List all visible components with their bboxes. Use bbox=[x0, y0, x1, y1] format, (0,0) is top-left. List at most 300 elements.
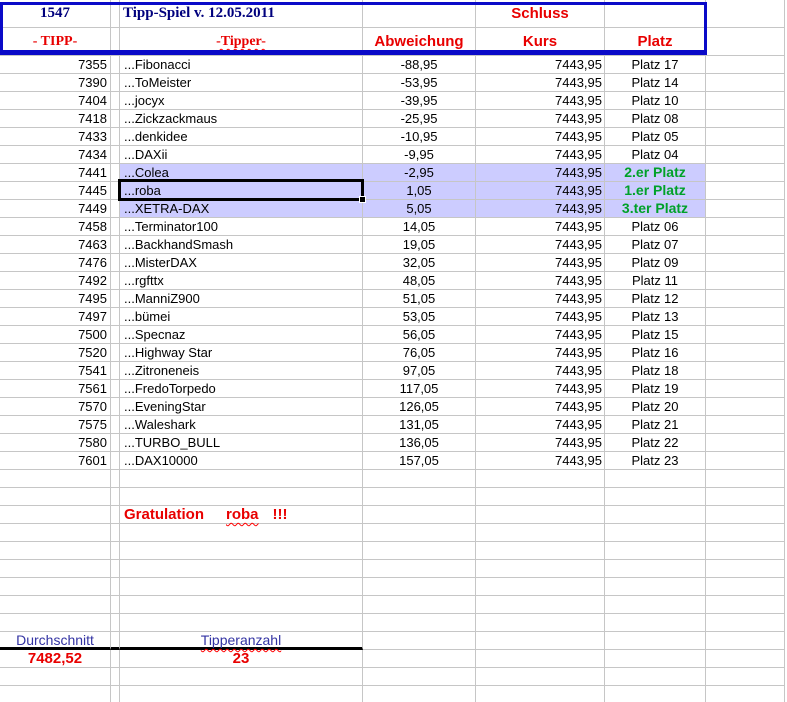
kurs-column-header[interactable]: Kurs bbox=[476, 28, 605, 56]
table-row bbox=[0, 110, 787, 128]
abweichung-cell[interactable]: -10,95 bbox=[363, 128, 476, 146]
empty-cell[interactable] bbox=[706, 560, 785, 578]
spacer-cell[interactable] bbox=[111, 632, 120, 650]
empty-cell[interactable] bbox=[363, 560, 476, 578]
empty-cell[interactable] bbox=[111, 614, 120, 632]
empty-cell[interactable] bbox=[706, 92, 785, 110]
empty-cell[interactable] bbox=[605, 686, 706, 702]
tipper-cell[interactable]: ...Fibonacci bbox=[120, 56, 363, 74]
abweichung-cell[interactable]: 117,05 bbox=[363, 380, 476, 398]
platz-cell[interactable]: Platz 18 bbox=[605, 362, 706, 380]
spacer-cell[interactable] bbox=[111, 74, 120, 92]
empty-row bbox=[0, 470, 787, 488]
game-id-cell[interactable]: 1547 bbox=[0, 0, 111, 28]
tipper-cell[interactable]: ...Specnaz bbox=[120, 326, 363, 344]
tipp-cell[interactable]: 7463 bbox=[0, 236, 111, 254]
empty-cell[interactable] bbox=[706, 524, 785, 542]
empty-cell[interactable] bbox=[706, 290, 785, 308]
empty-cell[interactable] bbox=[111, 596, 120, 614]
abweichung-cell[interactable]: -53,95 bbox=[363, 74, 476, 92]
tipper-cell[interactable]: ...Zickzackmaus bbox=[120, 110, 363, 128]
abweichung-cell[interactable]: 5,05 bbox=[363, 200, 476, 218]
tipp-cell[interactable]: 7492 bbox=[0, 272, 111, 290]
kurs-cell[interactable]: 7443,95 bbox=[476, 326, 605, 344]
tipperanzahl-label: Tipperanzahl bbox=[200, 632, 282, 648]
empty-cell[interactable] bbox=[605, 614, 706, 632]
empty-cell[interactable] bbox=[363, 470, 476, 488]
empty-cell[interactable] bbox=[363, 668, 476, 686]
spacer-cell[interactable] bbox=[111, 650, 120, 668]
empty-row bbox=[0, 668, 787, 686]
tipper-cell[interactable]: ...Highway Star bbox=[120, 344, 363, 362]
kurs-cell[interactable]: 7443,95 bbox=[476, 182, 605, 200]
empty-cell[interactable] bbox=[476, 488, 605, 506]
empty-cell[interactable] bbox=[476, 686, 605, 702]
empty-cell[interactable] bbox=[120, 596, 363, 614]
empty-cell[interactable] bbox=[706, 416, 785, 434]
table-row bbox=[0, 434, 787, 452]
kurs-cell[interactable]: 7443,95 bbox=[476, 200, 605, 218]
kurs-cell[interactable]: 7443,95 bbox=[476, 218, 605, 236]
kurs-cell[interactable]: 7443,95 bbox=[476, 236, 605, 254]
empty-cell[interactable] bbox=[0, 668, 111, 686]
abweichung-cell[interactable]: 97,05 bbox=[363, 362, 476, 380]
kurs-cell[interactable]: 7443,95 bbox=[476, 308, 605, 326]
abweichung-cell[interactable]: -9,95 bbox=[363, 146, 476, 164]
abweichung-cell[interactable]: 48,05 bbox=[363, 272, 476, 290]
platz-cell[interactable]: Platz 09 bbox=[605, 254, 706, 272]
empty-cell[interactable] bbox=[706, 218, 785, 236]
tipp-cell[interactable]: 7561 bbox=[0, 380, 111, 398]
platz-cell[interactable]: 2.er Platz bbox=[605, 164, 706, 182]
kurs-cell[interactable]: 7443,95 bbox=[476, 74, 605, 92]
tipp-cell[interactable]: 7390 bbox=[0, 74, 111, 92]
empty-cell[interactable] bbox=[605, 650, 706, 668]
tipp-cell[interactable]: 7580 bbox=[0, 434, 111, 452]
tipp-cell[interactable]: 7433 bbox=[0, 128, 111, 146]
platz-cell[interactable]: Platz 16 bbox=[605, 344, 706, 362]
gratulation-text bbox=[124, 506, 288, 523]
empty-row bbox=[0, 560, 787, 578]
kurs-cell[interactable]: 7443,95 bbox=[476, 290, 605, 308]
spacer-cell[interactable] bbox=[111, 200, 120, 218]
empty-cell[interactable] bbox=[111, 542, 120, 560]
spacer-cell[interactable] bbox=[111, 326, 120, 344]
abweichung-cell[interactable]: -2,95 bbox=[363, 164, 476, 182]
empty-cell[interactable] bbox=[0, 524, 111, 542]
empty-cell[interactable] bbox=[706, 164, 785, 182]
spacer-cell[interactable] bbox=[111, 362, 120, 380]
empty-row bbox=[0, 524, 787, 542]
spacer-cell[interactable] bbox=[111, 272, 120, 290]
tipper-cell[interactable]: ...EveningStar bbox=[120, 398, 363, 416]
header-row-2 bbox=[0, 28, 787, 56]
tipper-cell[interactable]: ...FredoTorpedo bbox=[120, 380, 363, 398]
empty-cell[interactable] bbox=[363, 578, 476, 596]
abweichung-cell[interactable]: 56,05 bbox=[363, 326, 476, 344]
empty-cell[interactable] bbox=[120, 686, 363, 702]
game-title-cell[interactable]: Tipp-Spiel v. 12.05.2011 bbox=[120, 0, 363, 28]
empty-cell[interactable] bbox=[706, 146, 785, 164]
empty-cell[interactable] bbox=[706, 452, 785, 470]
tipp-column-header[interactable]: - TIPP- bbox=[0, 28, 111, 56]
empty-cell[interactable] bbox=[706, 650, 785, 668]
empty-cell[interactable] bbox=[111, 488, 120, 506]
empty-cell[interactable] bbox=[476, 524, 605, 542]
empty-cell[interactable] bbox=[476, 560, 605, 578]
empty-cell[interactable] bbox=[0, 578, 111, 596]
spacer-cell[interactable] bbox=[111, 254, 120, 272]
tipp-cell[interactable]: 7445 bbox=[0, 182, 111, 200]
empty-cell[interactable] bbox=[706, 0, 785, 28]
tipperanzahl-value-cell[interactable]: 23 bbox=[120, 650, 363, 668]
platz-cell[interactable]: Platz 14 bbox=[605, 74, 706, 92]
table-row bbox=[0, 344, 787, 362]
tipper-cell[interactable]: ...bümei bbox=[120, 308, 363, 326]
spacer-cell[interactable] bbox=[111, 110, 120, 128]
empty-cell[interactable] bbox=[363, 542, 476, 560]
abweichung-cell[interactable]: 1,05 bbox=[363, 182, 476, 200]
tipper-cell[interactable]: ...ManniZ900 bbox=[120, 290, 363, 308]
empty-cell[interactable] bbox=[120, 488, 363, 506]
platz-cell[interactable]: Platz 19 bbox=[605, 380, 706, 398]
tipp-cell[interactable]: 7404 bbox=[0, 92, 111, 110]
empty-cell[interactable] bbox=[706, 578, 785, 596]
table-row bbox=[0, 380, 787, 398]
empty-cell[interactable] bbox=[363, 506, 476, 524]
abweichung-cell[interactable]: 32,05 bbox=[363, 254, 476, 272]
platz-cell[interactable]: 3.ter Platz bbox=[605, 200, 706, 218]
empty-cell[interactable] bbox=[0, 506, 111, 524]
tipp-cell[interactable]: 7449 bbox=[0, 200, 111, 218]
table-row bbox=[0, 146, 787, 164]
platz-cell[interactable]: Platz 21 bbox=[605, 416, 706, 434]
empty-cell[interactable] bbox=[363, 488, 476, 506]
kurs-cell[interactable]: 7443,95 bbox=[476, 272, 605, 290]
gratulation-cell[interactable] bbox=[120, 506, 363, 524]
spacer-cell[interactable] bbox=[111, 452, 120, 470]
table-row bbox=[0, 200, 787, 218]
table-row bbox=[0, 326, 787, 344]
durchschnitt-label-cell[interactable]: Durchschnitt bbox=[0, 632, 111, 650]
empty-cell[interactable] bbox=[120, 614, 363, 632]
platz-cell[interactable]: Platz 05 bbox=[605, 128, 706, 146]
empty-cell[interactable] bbox=[111, 578, 120, 596]
kurs-cell[interactable]: 7443,95 bbox=[476, 434, 605, 452]
platz-cell[interactable]: Platz 13 bbox=[605, 308, 706, 326]
empty-cell[interactable] bbox=[120, 560, 363, 578]
empty-cell[interactable] bbox=[706, 344, 785, 362]
abweichung-cell[interactable]: 19,05 bbox=[363, 236, 476, 254]
spacer-cell[interactable] bbox=[111, 146, 120, 164]
tipper-cell[interactable]: ...BackhandSmash bbox=[120, 236, 363, 254]
empty-row bbox=[0, 614, 787, 632]
table-row bbox=[0, 308, 787, 326]
spacer-cell[interactable] bbox=[111, 380, 120, 398]
tipp-cell[interactable]: 7418 bbox=[0, 110, 111, 128]
platz-cell[interactable]: Platz 15 bbox=[605, 326, 706, 344]
empty-cell[interactable] bbox=[706, 380, 785, 398]
empty-cell[interactable] bbox=[605, 632, 706, 650]
empty-cell[interactable] bbox=[363, 614, 476, 632]
platz-cell[interactable]: Platz 12 bbox=[605, 290, 706, 308]
abweichung-column-header[interactable]: Abweichung bbox=[363, 28, 476, 56]
empty-cell[interactable] bbox=[706, 596, 785, 614]
empty-cell[interactable] bbox=[706, 308, 785, 326]
tipp-cell[interactable]: 7601 bbox=[0, 452, 111, 470]
spacer-cell[interactable] bbox=[111, 236, 120, 254]
kurs-cell[interactable]: 7443,95 bbox=[476, 380, 605, 398]
tipper-cell[interactable]: ...ToMeister bbox=[120, 74, 363, 92]
empty-cell[interactable] bbox=[120, 668, 363, 686]
empty-cell[interactable] bbox=[0, 596, 111, 614]
tipp-cell[interactable]: 7575 bbox=[0, 416, 111, 434]
empty-cell[interactable] bbox=[706, 272, 785, 290]
tipp-cell[interactable]: 7434 bbox=[0, 146, 111, 164]
empty-cell[interactable] bbox=[476, 632, 605, 650]
empty-cell[interactable] bbox=[476, 668, 605, 686]
abweichung-cell[interactable]: 126,05 bbox=[363, 398, 476, 416]
empty-cell[interactable] bbox=[476, 614, 605, 632]
empty-cell[interactable] bbox=[706, 236, 785, 254]
empty-cell[interactable] bbox=[111, 686, 120, 702]
empty-cell[interactable] bbox=[476, 542, 605, 560]
empty-cell[interactable] bbox=[476, 650, 605, 668]
kurs-cell[interactable]: 7443,95 bbox=[476, 146, 605, 164]
kurs-cell[interactable]: 7443,95 bbox=[476, 398, 605, 416]
empty-cell[interactable] bbox=[363, 632, 476, 650]
tipper-cell[interactable]: ...XETRA-DAX bbox=[120, 200, 363, 218]
tipp-cell[interactable]: 7497 bbox=[0, 308, 111, 326]
platz-cell[interactable]: Platz 10 bbox=[605, 92, 706, 110]
platz-column-header[interactable]: Platz bbox=[605, 28, 706, 56]
empty-row bbox=[0, 542, 787, 560]
empty-cell[interactable] bbox=[706, 56, 785, 74]
empty-cell[interactable] bbox=[476, 578, 605, 596]
durchschnitt-value-cell[interactable]: 7482,52 bbox=[0, 650, 111, 668]
empty-cell[interactable] bbox=[120, 542, 363, 560]
empty-cell[interactable] bbox=[363, 596, 476, 614]
spacer-cell[interactable] bbox=[111, 56, 120, 74]
empty-cell[interactable] bbox=[706, 362, 785, 380]
table-row bbox=[0, 236, 787, 254]
table-row bbox=[0, 182, 787, 200]
abweichung-cell[interactable]: 14,05 bbox=[363, 218, 476, 236]
tipper-cell[interactable]: ...Waleshark bbox=[120, 416, 363, 434]
empty-cell[interactable] bbox=[605, 470, 706, 488]
summary-label-row bbox=[0, 632, 787, 650]
tipp-cell[interactable]: 7476 bbox=[0, 254, 111, 272]
kurs-cell[interactable]: 7443,95 bbox=[476, 344, 605, 362]
gratulation-exclaim: !!! bbox=[272, 506, 288, 523]
empty-cell[interactable] bbox=[706, 28, 785, 56]
tipper-cell[interactable]: ...Colea bbox=[120, 164, 363, 182]
kurs-cell[interactable]: 7443,95 bbox=[476, 362, 605, 380]
empty-cell[interactable] bbox=[605, 524, 706, 542]
tipper-cell[interactable]: ...Zitroneneis bbox=[120, 362, 363, 380]
platz-cell[interactable]: Platz 23 bbox=[605, 452, 706, 470]
empty-cell[interactable] bbox=[605, 578, 706, 596]
tipper-cell[interactable]: ...DAXii bbox=[120, 146, 363, 164]
platz-cell[interactable]: Platz 17 bbox=[605, 56, 706, 74]
table-row bbox=[0, 128, 787, 146]
empty-cell[interactable] bbox=[706, 128, 785, 146]
tipp-cell[interactable]: 7458 bbox=[0, 218, 111, 236]
spacer-cell[interactable] bbox=[111, 28, 120, 56]
empty-cell[interactable] bbox=[706, 686, 785, 702]
empty-cell[interactable] bbox=[111, 560, 120, 578]
empty-cell[interactable] bbox=[363, 524, 476, 542]
platz-cell[interactable]: 1.er Platz bbox=[605, 182, 706, 200]
empty-cell[interactable] bbox=[605, 668, 706, 686]
kurs-cell[interactable]: 7443,95 bbox=[476, 110, 605, 128]
kurs-cell[interactable]: 7443,95 bbox=[476, 164, 605, 182]
spacer-cell[interactable] bbox=[111, 308, 120, 326]
empty-cell[interactable] bbox=[363, 650, 476, 668]
empty-cell[interactable] bbox=[120, 470, 363, 488]
kurs-cell[interactable]: 7443,95 bbox=[476, 254, 605, 272]
empty-cell[interactable] bbox=[706, 632, 785, 650]
spacer-cell[interactable] bbox=[111, 344, 120, 362]
empty-cell[interactable] bbox=[706, 434, 785, 452]
tipp-cell[interactable]: 7541 bbox=[0, 362, 111, 380]
empty-cell[interactable] bbox=[363, 0, 476, 28]
tipp-cell[interactable]: 7355 bbox=[0, 56, 111, 74]
platz-cell[interactable]: Platz 06 bbox=[605, 218, 706, 236]
empty-cell[interactable] bbox=[605, 0, 706, 28]
empty-cell[interactable] bbox=[363, 686, 476, 702]
empty-cell[interactable] bbox=[111, 470, 120, 488]
tipp-cell[interactable]: 7570 bbox=[0, 398, 111, 416]
empty-cell[interactable] bbox=[120, 524, 363, 542]
empty-cell[interactable] bbox=[706, 326, 785, 344]
spacer-cell[interactable] bbox=[111, 182, 120, 200]
tipper-cell[interactable]: ...DAX10000 bbox=[120, 452, 363, 470]
empty-cell[interactable] bbox=[476, 470, 605, 488]
empty-cell[interactable] bbox=[0, 470, 111, 488]
kurs-cell[interactable]: 7443,95 bbox=[476, 56, 605, 74]
empty-cell[interactable] bbox=[0, 542, 111, 560]
empty-cell[interactable] bbox=[111, 506, 120, 524]
kurs-cell[interactable]: 7443,95 bbox=[476, 92, 605, 110]
abweichung-cell[interactable]: 51,05 bbox=[363, 290, 476, 308]
platz-cell[interactable]: Platz 08 bbox=[605, 110, 706, 128]
tipp-cell[interactable]: 7520 bbox=[0, 344, 111, 362]
empty-cell[interactable] bbox=[706, 614, 785, 632]
empty-cell[interactable] bbox=[605, 596, 706, 614]
empty-cell[interactable] bbox=[706, 398, 785, 416]
schluss-header-cell[interactable]: Schluss bbox=[476, 0, 605, 28]
platz-cell[interactable]: Platz 22 bbox=[605, 434, 706, 452]
tipper-column-header[interactable] bbox=[120, 28, 363, 56]
tipper-cell[interactable]: ...denkidee bbox=[120, 128, 363, 146]
empty-cell[interactable] bbox=[706, 506, 785, 524]
platz-cell[interactable]: Platz 20 bbox=[605, 398, 706, 416]
table-row bbox=[0, 398, 787, 416]
kurs-cell[interactable]: 7443,95 bbox=[476, 128, 605, 146]
table-row bbox=[0, 362, 787, 380]
empty-cell[interactable] bbox=[706, 488, 785, 506]
platz-cell[interactable]: Platz 07 bbox=[605, 236, 706, 254]
empty-cell[interactable] bbox=[706, 182, 785, 200]
abweichung-cell[interactable]: 76,05 bbox=[363, 344, 476, 362]
tipperanzahl-label-cell[interactable] bbox=[120, 632, 363, 650]
empty-cell[interactable] bbox=[0, 614, 111, 632]
empty-cell[interactable] bbox=[706, 470, 785, 488]
empty-cell[interactable] bbox=[120, 578, 363, 596]
tipper-cell[interactable]: ...roba bbox=[120, 182, 363, 200]
empty-row bbox=[0, 596, 787, 614]
tipper-cell[interactable]: ...jocyx bbox=[120, 92, 363, 110]
empty-cell[interactable] bbox=[605, 506, 706, 524]
spacer-cell[interactable] bbox=[111, 416, 120, 434]
table-row bbox=[0, 92, 787, 110]
tipper-cell[interactable]: ...TURBO_BULL bbox=[120, 434, 363, 452]
gratulation-name: roba bbox=[226, 506, 259, 523]
empty-cell[interactable] bbox=[111, 668, 120, 686]
empty-cell[interactable] bbox=[0, 488, 111, 506]
empty-row bbox=[0, 578, 787, 596]
spacer-cell[interactable] bbox=[111, 218, 120, 236]
abweichung-cell[interactable]: 136,05 bbox=[363, 434, 476, 452]
empty-cell[interactable] bbox=[706, 542, 785, 560]
empty-cell[interactable] bbox=[0, 686, 111, 702]
empty-cell[interactable] bbox=[476, 506, 605, 524]
empty-cell[interactable] bbox=[605, 488, 706, 506]
spacer-cell[interactable] bbox=[111, 0, 120, 28]
table-row bbox=[0, 164, 787, 182]
empty-cell[interactable] bbox=[0, 560, 111, 578]
spacer-cell[interactable] bbox=[111, 92, 120, 110]
empty-cell[interactable] bbox=[706, 110, 785, 128]
tipper-cell[interactable]: ...MisterDAX bbox=[120, 254, 363, 272]
abweichung-cell[interactable]: 131,05 bbox=[363, 416, 476, 434]
abweichung-cell[interactable]: -25,95 bbox=[363, 110, 476, 128]
tipper-cell[interactable]: ...rgfttx bbox=[120, 272, 363, 290]
kurs-cell[interactable]: 7443,95 bbox=[476, 416, 605, 434]
empty-cell[interactable] bbox=[706, 668, 785, 686]
empty-cell[interactable] bbox=[605, 560, 706, 578]
spacer-cell[interactable] bbox=[111, 164, 120, 182]
empty-cell[interactable] bbox=[706, 200, 785, 218]
spacer-cell[interactable] bbox=[111, 290, 120, 308]
table-row bbox=[0, 290, 787, 308]
abweichung-cell[interactable]: 157,05 bbox=[363, 452, 476, 470]
spacer-cell[interactable] bbox=[111, 128, 120, 146]
tipp-cell[interactable]: 7495 bbox=[0, 290, 111, 308]
tipp-cell[interactable]: 7441 bbox=[0, 164, 111, 182]
platz-cell[interactable]: Platz 04 bbox=[605, 146, 706, 164]
tipper-cell[interactable]: ...Terminator100 bbox=[120, 218, 363, 236]
abweichung-cell[interactable]: -88,95 bbox=[363, 56, 476, 74]
table-row bbox=[0, 254, 787, 272]
gratulation-word: Gratulation bbox=[124, 506, 205, 523]
table-header bbox=[0, 0, 787, 56]
empty-cell[interactable] bbox=[476, 596, 605, 614]
empty-cell[interactable] bbox=[706, 74, 785, 92]
spacer-cell[interactable] bbox=[111, 434, 120, 452]
abweichung-cell[interactable]: 53,05 bbox=[363, 308, 476, 326]
abweichung-cell[interactable]: -39,95 bbox=[363, 92, 476, 110]
empty-cell[interactable] bbox=[605, 542, 706, 560]
empty-cell[interactable] bbox=[706, 254, 785, 272]
empty-row bbox=[0, 488, 787, 506]
spacer-cell[interactable] bbox=[111, 398, 120, 416]
tipp-cell[interactable]: 7500 bbox=[0, 326, 111, 344]
platz-cell[interactable]: Platz 11 bbox=[605, 272, 706, 290]
empty-cell[interactable] bbox=[111, 524, 120, 542]
kurs-cell[interactable]: 7443,95 bbox=[476, 452, 605, 470]
